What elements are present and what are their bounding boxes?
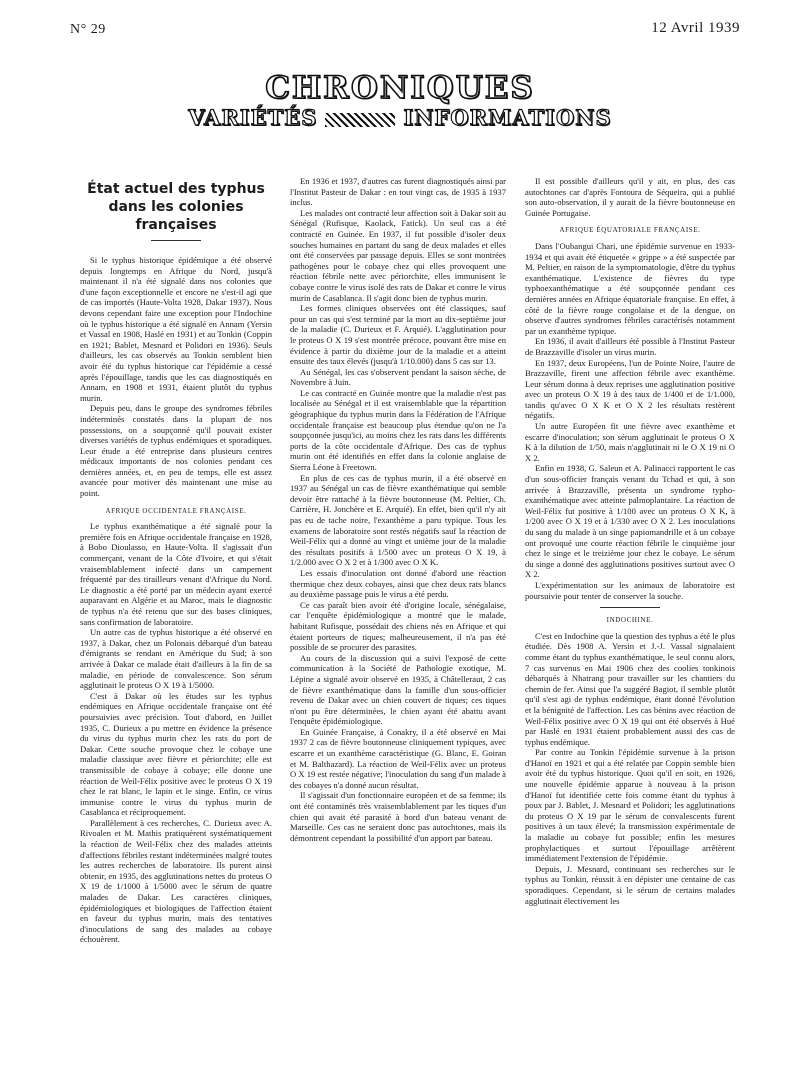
- paragraph: Il s'agissait d'un fonctionnaire européen et de sa femme; ils ont été contaminés très vraisemblablement par les tiques d'un chien qui avait été parasité à bord d'un bateau venant de Marseille. Ces cas ne seraient donc pas autochtones, mais ils démontrent cependant la possibilité d'un apport par bateau.: [290, 790, 506, 843]
- paragraph: Les essais d'inoculation ont donné d'abord une réaction thermique chez deux cobayes, ainsi que chez deux rats blancs au deuxième passage puis le virus a été perdu.: [290, 567, 506, 600]
- section-heading: AFRIQUE ÉQUATORIALE FRANÇAISE.: [559, 226, 701, 235]
- paragraph: Il est possible d'ailleurs qu'il y ait, en plus, des cas autochtones car d'après Fontoura de Séqueira, qui a publié son auto-observation, il y aurait de la fièvre boutonneuse en Guinée Portugaise.: [525, 176, 735, 218]
- paragraph: C'est à Dakar où les études sur les typhus endémiques en Afrique occidentale française ont été poursuivies avec précision. Tout d'abord, en Juillet 1935, C. Durieux a pu mettre en évidence la présence du virus du typhus murin chez les rats du port de Dakar. Cette souche provoque chez le cobaye une maladie classique avec fièvre et périorchite; elle est transmissible de cobaye à cobaye; elle donne une réaction de Weil-Félix positive avec le proteus O X 19 chez le rat blanc, le lapin et le singe. Enfin, ce virus immunise contre le virus du typhus murin de Casablanca et réciproquement.: [80, 690, 272, 818]
- article-title: État actuel des typhus dans les colonies françaises: [87, 181, 265, 233]
- paragraph: En 1936, il avait d'ailleurs été possible à l'Institut Pasteur de Brazzaville d'isoler un virus murin.: [525, 336, 735, 357]
- banner-informations: INFORMATIONS: [403, 105, 612, 130]
- section-rule: [600, 607, 660, 608]
- paragraph: Dans l'Oubangui Chari, une épidémie survenue en 1933-1934 et qui avait été étiquetée « grippe » a été suspectée par M. Peltier, en raison de la symptomatologie, d'être du typhus exanthématique. L'existence de fièvres du type typhoexanthématique a été soupçonnée pendant ces dernières années en Afrique équatoriale française. En effet, à côté de la fièvre rouge congolaise et de la dengue, on observe d'autres syndromes fébriles caractérisés notamment par un exanthème typique.: [525, 240, 735, 336]
- section-heading: AFRIQUE OCCIDENTALE FRANÇAISE.: [105, 506, 247, 515]
- banner-subtitle: [0, 105, 800, 130]
- article-column-1: [80, 176, 272, 945]
- paragraph: Par contre au Tonkin l'épidémie survenue à la prison d'Hanoï en 1921 et qui a été relatée par Coppin semble bien avoir été du typhus historique. Quoi qu'il en soit, en 1926, une nouvelle épidémie apparue à nouveau à la prison d'Hanoï fut identifiée cette fois comme étant du typhus à poux par J. Bablet, J. Mesnard et Polidori; les agglutinations du proteus O X 19 par le sérum de convalescents furent positives à un taux élevé; la transmission expérimentale de la maladie au cobaye fut possible; enfin les mesures prophylactiques et surtout l'épouillage arrêtèrent immédiatement l'extension de l'épidémie.: [525, 747, 735, 864]
- paragraph: Si le typhus historique épidémique a été observé depuis longtemps en Afrique du Nord, jusqu'à maintenant il n'a été signalé dans nos colonies que d'une façon exceptionnelle et encore ne s'est-il agi que de cas importés (Haute-Volta 1928, Dakar 1937). Nous devons cependant faire une exception pour l'Indochine où le typhus historique a été signalé en Annam (Yersin et Vassal en 1908, Haslé en 1931) et au Tonkin (Coppin en 1921; Bablet, Mesnard et Polidori en 1936). Seuls d'ailleurs, les cas observés au Tonkin semblent bien avoir été du typhus historique car l'épidémie a cessé après l'épouillage, tandis que les cas diagnostiqués en Annam, en 1908 et 1931, étaient plutôt du typhus murin.: [80, 255, 272, 403]
- paragraph: Les malades ont contracté leur affection soit à Dakar soit au Sénégal (Rufisque, Kaolack, Fatick). Un seul cas a été contracté en Guinée. En 1937, il fut possible d'isoler deux souches humaines en partant du sang de deux malades et elles ont été conservées par passage depuis. Elles se sont montrées pathogènes pour le cobaye chez qui elles provoquent une réaction fébrile nette avec périorchite, elles immunisent le cobaye contre le virus isolé des rats de Dakar et contre le virus murin de Casablanca. Il s'agit donc bien de typhus murin.: [290, 207, 507, 303]
- column-1-body: [80, 255, 272, 945]
- banner-varietes: VARIÉTÉS: [188, 105, 318, 130]
- section-heading: INDOCHINE.: [606, 616, 654, 625]
- paragraph: Le typhus exanthématique a été signalé pour la première fois en Afrique occidentale française en 1928, à Bobo Dioulasso, en Haute-Volta. Il s'agissait d'un commerçant, venant de la Côte d'Ivoire, et qui s'était vraisemblablement infecté dans un campement fréquenté par des tirailleurs venant d'Afrique du Nord. Le diagnostic a été porté par un médecin ayant exercé auparavant en Algérie et au Maroc, mais le diagnostic de typhus n'a été retenu que sur des bases cliniques, sans confirmation de laboratoire.: [80, 521, 272, 627]
- title-rule: [151, 240, 201, 241]
- paragraph: En 1937, deux Européens, l'un de Pointe Noire, l'autre de Brazzaville, firent une affection fébrile avec exanthème. Leur sérum donna à deux reprises une agglutination positive avec un proteus O X 19 à des taux de 1/400 et de 1/1.000, tandis qu'avec O X K et O X 2 les résultats restèrent négatifs.: [525, 357, 735, 421]
- paragraph: Au Sénégal, les cas s'observent pendant la saison sèche, de Novembre à Juin.: [290, 366, 506, 388]
- paragraph: Ce cas paraît bien avoir été d'origine locale, sénégalaise, car l'enquête épidémiologique a montré que le malade, habitant Rufisque, possédait des chiens nés en Afrique et qui étaient porteurs de tiques; malheureusement, il n'a pas été possible de se procurer des parasites.: [290, 599, 506, 653]
- issue-number: N° 29: [70, 22, 106, 37]
- paragraph: En plus de ces cas de typhus murin, il a été observé en 1937 au Sénégal un cas de fièvre exanthématique qui semble devoir être rattaché à la fièvre boutonneuse (M. Peltier, Ch. Carrière, H. Jonchère et E. Arquié). En effet, bien qu'il n'y ait pas eu de tache noire, l'exanthème a paru typique. Tous les examens de laboratoire sont restés négatifs sauf la réaction de Weil-Félix qui a donné au vingt et unième jour de la maladie des résultats positifs à 1/500 avec un proteus O X 19, à 1/2.000 avec O X 2 et à 1/300 avec O X K.: [290, 472, 506, 568]
- paragraph: C'est en Indochine que la question des typhus a été le plus étudiée. Dès 1908 A. Yersin et J.-J. Vassal signalaient comme étant du typhus exanthématique, le seul connu alors, 7 cas survenus en Mai 1906 chez des coolies tonkinois débarqués à Nhatrang pour travailler sur les chantiers du chemin de fer. Ainsi que l'a suggéré Bagiot, il semble plutôt qu'il s'est agi de typhus endémique, étant donné l'évolution et la bénignité de l'affection. Les cas bénins avec réaction de Weil-Félix positive avec O X 19 qui ont été observés à Hué par Haslé en 1931 étaient probablement aussi des cas de typhus endémique.: [525, 630, 735, 747]
- paragraph: L'expérimentation sur les animaux de laboratoire est poursuivie pour tenter de conserver la souche.: [525, 579, 735, 601]
- paragraph: Les formes cliniques observées ont été classiques, sauf pour un cas qui s'est terminé par la mort au dix-septième jour de la maladie (C. Durieux et F. Arquié). L'agglutination pour le proteus O X 19 s'est montrée précoce, pouvant être mise en évidence à partir du dixième jour de la maladie et a atteint ensuite des taux élevés (jusqu'à 1/10.000) dans 5 cas sur 13.: [290, 303, 506, 367]
- paragraph: Le cas contracté en Guinée montre que la maladie n'est pas localisée au Sénégal et il est vraisemblable que la répartition géographique du typhus murin dans la Fédération de l'Afrique occidentale française est beaucoup plus étendue qu'on ne l'a soupçonnée jusqu'ici, au moins chez les rats dans les différents ports de la côte occidentale d'Afrique. Des cas de typhus murin ont été identifiés en effet dans la colonie anglaise de Sierra Léone à Freetown.: [290, 387, 506, 473]
- paragraph: Depuis, J. Mesnard, continuant ses recherches sur le typhus au Tonkin, réussit à en dépister une centaine de cas sporadiques. Cependant, si le sérum de certains malades agglutinait électivement les: [525, 863, 735, 906]
- paragraph: En 1936 et 1937, d'autres cas furent diagnostiqués ainsi par l'Institut Pasteur de Dakar : en tout vingt cas, de 1935 à 1937 inclus.: [290, 176, 506, 208]
- article-column-2: [290, 176, 506, 843]
- banner-chroniques: CHRONIQUES: [265, 70, 535, 106]
- paragraph: Enfin en 1938, G. Saleun et A. Palinacci rapportent le cas d'un sous-officier français venant du Tchad et qui, à son arrivée à Brazzaville, présenta un syndrome typho-exanthématique avec atteinte palmoplantaire. La réaction de Weil-Félix fut positive à 1/100 avec un proteus O X K, à 1/200 avec O X 19 et à 1/330 avec O X 2. Les inoculations du sang du malade à un singe papiomandrille et à un cobaye ont provoqué une courte réaction fébrile le cinquième jour chez le singe et le treizième jour chez le cobaye. Le sérum du singe a donné des agglutinations positives surtout avec O X 2.: [525, 463, 735, 580]
- ornament-icon: [325, 113, 395, 127]
- paragraph: Un autre cas de typhus historique a été observé en 1937, à Dakar, chez un Polonais débarqué d'un bateau d'émigrants se rendant en Amérique du Sud; à son arrivée à Dakar ce malade était d'ailleurs à la fin de sa maladie, en période de convalescence. Son sérum agglutinait le proteus O X 19 à 1/5000.: [80, 627, 272, 691]
- paragraph: Un autre Européen fit une fièvre avec exanthème et escarre d'inoculation; son sérum agglutinait le proteus O X K à la dilution de 1/50, mais n'agglutinait ni le O X 19 ni O X 2.: [525, 421, 735, 463]
- article-column-3: [525, 176, 735, 906]
- paragraph: En Guinée Française, à Conakry, il a été observé en Mai 1937 2 cas de fièvre boutonneuse cliniquement typiques, avec escarre et un exanthème caractéristique (G. Blanc, E. Goiran et M. Balthazard). La réaction de Weil-Félix avec un proteus O X 19 est restée négative; l'inoculation du sang d'un malade à des cobayes n'a donné aucun résultat.: [290, 726, 506, 790]
- column-3-body: [525, 176, 735, 906]
- paragraph: Depuis peu, dans le groupe des syndromes fébriles indéterminés constatés dans la plupart de nos possessions, on a soupçonné qu'il pouvait exister diverses variétés de typhus endémiques et sporadiques. Leur étude a été entreprise dans plusieurs centres médicaux importants de nos colonies pendant ces dernières années, et, en peu de temps, elle est assez avancée pour motiver dès maintenant une mise au point.: [80, 403, 272, 499]
- paragraph: Parallèlement à ces recherches, C. Durieux avec A. Rivoalen et M. Mathis pratiquèrent systématiquement la réaction de Weil-Félix chez des malades atteints d'affections fébriles restant indéterminées malgré toutes les autres recherches de laboratoire. Ils purent ainsi obtenir, en 1935, des agglutinations nettes du proteus O X 19 de 1/1000 à 1/5000 avec le sérum de quatre malades de Dakar. Les caractères cliniques, épidémiologiques et biologiques de l'affection étaient en faveur du typhus murin, mais des tentatives d'inoculations de sang des malades au cobaye échouèrent.: [80, 817, 272, 945]
- column-2-body: [290, 176, 506, 843]
- issue-date: 12 Avril 1939: [651, 20, 740, 36]
- paragraph: Au cours de la discussion qui a suivi l'exposé de cette communication à la Société de Pathologie exotique, M. Lépine a signalé avoir observé en 1935, à Châtelleraut, 2 cas de fièvre exanthématique dans la famille d'un sous-officier revenu de Dakar avec un chien couvert de tiques; ces tiques n'ont pu être déterminées, le chien ayant été abattu avant l'enquête épidémiologique.: [290, 652, 506, 727]
